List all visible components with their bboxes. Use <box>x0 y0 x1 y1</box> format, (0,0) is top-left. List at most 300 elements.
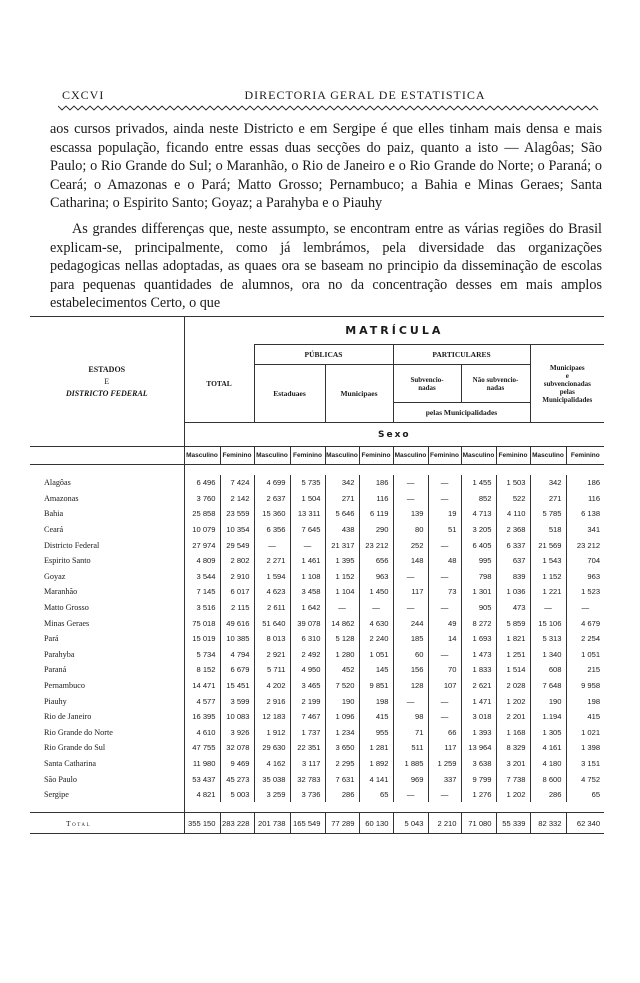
table-row <box>30 631 604 647</box>
table-cell: 1 821 <box>496 631 530 647</box>
table-cell: 2 492 <box>290 647 325 663</box>
table-cell: 19 <box>428 506 461 522</box>
table-cell: 2 240 <box>359 631 393 647</box>
total-cell: 55 339 <box>496 813 530 834</box>
table-cell: 3 205 <box>461 522 496 538</box>
estados-header <box>30 364 184 400</box>
table-cell: 9 958 <box>566 678 604 694</box>
total-cell: 165 549 <box>290 813 325 834</box>
msh-line-1: Municipaes <box>549 363 585 372</box>
table-cell: 608 <box>530 662 566 678</box>
subv-line-2: nadas <box>418 383 436 392</box>
total-cell: 77 289 <box>325 813 359 834</box>
table-cell: 7 738 <box>496 771 530 787</box>
table-cell: — <box>254 537 290 553</box>
table-cell: 22 351 <box>290 740 325 756</box>
table-cell: 14 <box>428 631 461 647</box>
table-cell: 1 202 <box>496 787 530 803</box>
table-cell: 1 504 <box>290 491 325 507</box>
table-row <box>30 537 604 553</box>
table-cell: 511 <box>393 740 428 756</box>
table-cell: 1 259 <box>428 756 461 772</box>
table-cell: 1 912 <box>254 725 290 741</box>
nsubv-line-1: Não subvencio- <box>472 375 519 384</box>
table-cell: 2 916 <box>254 693 290 709</box>
table-cell: 185 <box>393 631 428 647</box>
table-cell: — <box>393 600 428 616</box>
table-cell: 290 <box>359 522 393 538</box>
table-cell: 16 395 <box>184 709 220 725</box>
table-cell: 65 <box>359 787 393 803</box>
table-cell: 4 821 <box>184 787 220 803</box>
table-cell: 21 317 <box>325 537 359 553</box>
table-cell: 1 543 <box>530 553 566 569</box>
table-cell: 1 461 <box>290 553 325 569</box>
table-cell: — <box>393 569 428 585</box>
table-cell: 656 <box>359 553 393 569</box>
table-cell: 65 <box>566 787 604 803</box>
table-cell: 6 679 <box>220 662 254 678</box>
estados-e-label: E <box>104 376 110 386</box>
table-cell: 39 078 <box>290 615 325 631</box>
table-cell: 6 356 <box>254 522 290 538</box>
table-cell: 4 794 <box>220 647 254 663</box>
header-title: DIRECTORIA GERAL DE ESTATISTICA <box>244 88 486 102</box>
publicas-header: PÚBLICAS <box>254 345 393 365</box>
table-cell: 637 <box>496 553 530 569</box>
table-row <box>30 725 604 741</box>
table-cell: 3 760 <box>184 491 220 507</box>
table-cell: 49 <box>428 615 461 631</box>
table-cell: 10 385 <box>220 631 254 647</box>
table-cell: 186 <box>566 475 604 491</box>
table-cell: 15 106 <box>530 615 566 631</box>
table-cell: 1 523 <box>566 584 604 600</box>
table-cell: 66 <box>428 725 461 741</box>
table-row <box>30 600 604 616</box>
table-cell: 3 018 <box>461 709 496 725</box>
spacer-row <box>30 802 604 813</box>
table-row <box>30 506 604 522</box>
table-cell: 2 028 <box>496 678 530 694</box>
table-cell: 704 <box>566 553 604 569</box>
table-cell: 286 <box>325 787 359 803</box>
table-cell: 1 395 <box>325 553 359 569</box>
masculino-header: Masculino <box>325 447 359 465</box>
table-cell: 116 <box>566 491 604 507</box>
running-header <box>50 88 602 104</box>
table-cell: — <box>428 475 461 491</box>
table-cell: — <box>428 537 461 553</box>
state-name: Parahyba <box>44 649 75 659</box>
table-cell: 5 859 <box>496 615 530 631</box>
table-cell: 1 021 <box>566 725 604 741</box>
table-cell: 6 017 <box>220 584 254 600</box>
table-row <box>30 491 604 507</box>
table-cell: 1 455 <box>461 475 496 491</box>
table-cell: 5 734 <box>184 647 220 663</box>
table-row <box>30 756 604 772</box>
table-cell: 51 <box>428 522 461 538</box>
table-cell: 4 110 <box>496 506 530 522</box>
table-row <box>30 771 604 787</box>
table-cell: 1 281 <box>359 740 393 756</box>
districto-federal-label: DISTRICTO FEDERAL <box>65 388 148 398</box>
table-cell: 3 201 <box>496 756 530 772</box>
table-cell: 190 <box>530 693 566 709</box>
table-cell: 107 <box>428 678 461 694</box>
table-cell: 3 599 <box>220 693 254 709</box>
msh-line-5: Municipalidades <box>542 395 593 404</box>
table-cell: 963 <box>359 569 393 585</box>
table-cell: 35 038 <box>254 771 290 787</box>
table-cell: 190 <box>325 693 359 709</box>
table-cell: 1 398 <box>566 740 604 756</box>
table-cell: 8 272 <box>461 615 496 631</box>
table-cell: 244 <box>393 615 428 631</box>
state-name: Minas Geraes <box>44 618 90 628</box>
table-cell: 8 600 <box>530 771 566 787</box>
table-cell: 415 <box>566 709 604 725</box>
table-cell: 1 393 <box>461 725 496 741</box>
table-cell: 473 <box>496 600 530 616</box>
table-cell: 25 858 <box>184 506 220 522</box>
table-cell: 4 630 <box>359 615 393 631</box>
table-cell: 13 311 <box>290 506 325 522</box>
table-cell: 415 <box>359 709 393 725</box>
table-cell: 1 152 <box>325 569 359 585</box>
table-cell: 1 473 <box>461 647 496 663</box>
table-cell: 2 921 <box>254 647 290 663</box>
state-name: Rio Grande do Sul <box>44 743 106 753</box>
table-cell: 286 <box>530 787 566 803</box>
table-cell: 839 <box>496 569 530 585</box>
table-cell: 1 276 <box>461 787 496 803</box>
table-cell: 21 569 <box>530 537 566 553</box>
nsubv-line-2: nadas <box>486 383 505 392</box>
table-cell: 963 <box>566 569 604 585</box>
table-row <box>30 740 604 756</box>
table-cell: 3 650 <box>325 740 359 756</box>
total-cell: 71 080 <box>461 813 496 834</box>
decorative-rule <box>58 105 600 111</box>
table-cell: 32 078 <box>220 740 254 756</box>
municipaes-subvencionadas-header <box>531 364 605 404</box>
table-cell: 5 646 <box>325 506 359 522</box>
table-cell: 29 630 <box>254 740 290 756</box>
table-cell: — <box>428 600 461 616</box>
table-cell: 186 <box>359 475 393 491</box>
table-cell: 3 259 <box>254 787 290 803</box>
feminino-header: Feminino <box>566 447 604 465</box>
msh-line-3: subvencionadas <box>543 379 591 388</box>
table-cell: 47 755 <box>184 740 220 756</box>
total-label: Total <box>30 813 184 834</box>
table-cell: 1 642 <box>290 600 325 616</box>
table-cell: 7 520 <box>325 678 359 694</box>
table-cell: — <box>530 600 566 616</box>
table-cell: 10 354 <box>220 522 254 538</box>
table-cell: 1 221 <box>530 584 566 600</box>
table-cell: 1 471 <box>461 693 496 709</box>
total-cell: 5 043 <box>393 813 428 834</box>
table-cell: 3 151 <box>566 756 604 772</box>
table-cell: 518 <box>530 522 566 538</box>
state-name: Maranhão <box>44 587 78 597</box>
table-cell: — <box>393 475 428 491</box>
subv-line-1: Subvencio- <box>410 375 444 384</box>
state-name: Rio Grande do Norte <box>44 727 113 737</box>
table-cell: 80 <box>393 522 428 538</box>
table-row <box>30 647 604 663</box>
table-cell: 4 577 <box>184 693 220 709</box>
table-cell: 27 974 <box>184 537 220 553</box>
table-cell: 14 471 <box>184 678 220 694</box>
table-cell: 29 549 <box>220 537 254 553</box>
table-cell: 117 <box>393 584 428 600</box>
table-cell: 2 199 <box>290 693 325 709</box>
table-cell: 1 051 <box>566 647 604 663</box>
table-row <box>30 709 604 725</box>
state-name: Piauhy <box>44 696 67 706</box>
table-cell: 2 621 <box>461 678 496 694</box>
table-cell: 3 516 <box>184 600 220 616</box>
table-cell: 452 <box>325 662 359 678</box>
state-name: Rio de Janeiro <box>44 712 92 722</box>
table-cell: 337 <box>428 771 461 787</box>
table-cell: 1 594 <box>254 569 290 585</box>
table-cell: 8 152 <box>184 662 220 678</box>
table-cell: — <box>393 491 428 507</box>
particulares-header: PARTICULARES <box>393 345 530 365</box>
table-cell: 23 559 <box>220 506 254 522</box>
table-cell: 51 640 <box>254 615 290 631</box>
table-cell: — <box>359 600 393 616</box>
table-row <box>30 569 604 585</box>
table-cell: 342 <box>325 475 359 491</box>
table-cell: 145 <box>359 662 393 678</box>
table-cell: — <box>428 709 461 725</box>
table-cell: 3 638 <box>461 756 496 772</box>
table-cell: 1 280 <box>325 647 359 663</box>
table-cell: 98 <box>393 709 428 725</box>
table-cell: — <box>428 491 461 507</box>
table-cell: 198 <box>566 693 604 709</box>
table-cell: 1 503 <box>496 475 530 491</box>
state-name: Sergipe <box>44 790 69 800</box>
table-cell: 15 019 <box>184 631 220 647</box>
table-cell: 3 544 <box>184 569 220 585</box>
table-cell: 215 <box>566 662 604 678</box>
table-row <box>30 662 604 678</box>
table-cell: 5 735 <box>290 475 325 491</box>
table-cell: 7 424 <box>220 475 254 491</box>
table-cell: 6 337 <box>496 537 530 553</box>
state-name: Districto Federal <box>44 540 100 550</box>
table-cell: 4 141 <box>359 771 393 787</box>
estados-label: ESTADOS <box>88 364 126 374</box>
paragraph-1: aos cursos privados, ainda neste Districto e em Sergipe é que elles tinham mais densa e mais escassa população, ficando entre essas duas secções do paiz, quanto a isto — Alagôas; São Paulo; o Rio Grande do Sul; o Maranhão, o Rio de Janeiro e o Rio Grande do Norte; o Paraná; o Ceará; o Amazonas e o Pará; Matto Grosso; Pernambuco; a Bahia e Minas Geraes; Santa Catharina; o Espirito Santo; Goyaz; a Parahyba e o Piauhy <box>50 121 602 212</box>
total-cell: 62 340 <box>566 813 604 834</box>
table-cell: 3 465 <box>290 678 325 694</box>
table-cell: — <box>566 600 604 616</box>
table-cell: 2 254 <box>566 631 604 647</box>
table-cell: — <box>325 600 359 616</box>
table-cell: 14 862 <box>325 615 359 631</box>
table-cell: 2 802 <box>220 553 254 569</box>
table-cell: 1 051 <box>359 647 393 663</box>
table-cell: 9 851 <box>359 678 393 694</box>
state-name: Amazonas <box>44 493 79 503</box>
table-cell: 7 631 <box>325 771 359 787</box>
table-cell: 1 234 <box>325 725 359 741</box>
paragraph-2: As grandes differenças que, neste assumpto, se encontram entre as várias regiões do Brasil explicam-se, principalmente, como já lembrámos, pela diversidade das organizações pedagogicas nellas adoptadas, as quaes ora se baseam no principio da disseminação de escolas para pequenas quantidades de alumnos, ora no da concentração desses em mais amplos estabelecimentos Certo, o que <box>50 221 602 312</box>
table-cell: 1.194 <box>530 709 566 725</box>
table-cell: 148 <box>393 553 428 569</box>
state-name: São Paulo <box>44 774 77 784</box>
table-cell: 1 301 <box>461 584 496 600</box>
spacer-row <box>30 465 604 476</box>
feminino-header: Feminino <box>290 447 325 465</box>
table-cell: 2 201 <box>496 709 530 725</box>
table-cell: 2 611 <box>254 600 290 616</box>
table-cell: 6 138 <box>566 506 604 522</box>
table-cell: 341 <box>566 522 604 538</box>
table-cell: 4 180 <box>530 756 566 772</box>
table-cell: 198 <box>359 693 393 709</box>
table-cell: 116 <box>359 491 393 507</box>
table-cell: 1 096 <box>325 709 359 725</box>
table-cell: 5 711 <box>254 662 290 678</box>
table-cell: 60 <box>393 647 428 663</box>
table-cell: — <box>393 693 428 709</box>
table-cell: 3 736 <box>290 787 325 803</box>
table-cell: 2 295 <box>325 756 359 772</box>
table-cell: 5 003 <box>220 787 254 803</box>
table-cell: 1 036 <box>496 584 530 600</box>
table-cell: 11 980 <box>184 756 220 772</box>
table-cell: — <box>290 537 325 553</box>
table-row <box>30 787 604 803</box>
table-cell: 1 450 <box>359 584 393 600</box>
table-cell: 139 <box>393 506 428 522</box>
table-row <box>30 693 604 709</box>
table-cell: 53 437 <box>184 771 220 787</box>
total-cell: 201 738 <box>254 813 290 834</box>
table-cell: 2 368 <box>496 522 530 538</box>
feminino-header: Feminino <box>359 447 393 465</box>
municipaes-header: Municipaes <box>325 365 393 423</box>
table-cell: 6 405 <box>461 537 496 553</box>
masculino-header: Masculino <box>530 447 566 465</box>
total-row <box>30 813 604 834</box>
table-total <box>30 813 604 834</box>
feminino-header: Feminino <box>496 447 530 465</box>
table-cell: 23 212 <box>359 537 393 553</box>
table-cell: 1 833 <box>461 662 496 678</box>
table-cell: 4 162 <box>254 756 290 772</box>
table-cell: 905 <box>461 600 496 616</box>
table-cell: 969 <box>393 771 428 787</box>
table-cell: 32 783 <box>290 771 325 787</box>
table-cell: 10 083 <box>220 709 254 725</box>
matricula-table <box>30 316 604 834</box>
table-row <box>30 475 604 491</box>
table-cell: 9 469 <box>220 756 254 772</box>
subvencionadas-header <box>394 376 461 392</box>
table-cell: 1 104 <box>325 584 359 600</box>
table-cell: 2 115 <box>220 600 254 616</box>
nao-subvencionadas-header <box>462 376 530 392</box>
table-cell: 1 737 <box>290 725 325 741</box>
table-cell: 7 145 <box>184 584 220 600</box>
table-row <box>30 584 604 600</box>
table-cell: 1 202 <box>496 693 530 709</box>
table-cell: 23 212 <box>566 537 604 553</box>
feminino-header: Feminino <box>220 447 254 465</box>
table-cell: 73 <box>428 584 461 600</box>
table-cell: 1 693 <box>461 631 496 647</box>
table-cell: 342 <box>530 475 566 491</box>
total-cell: 355 150 <box>184 813 220 834</box>
table-cell: 4 752 <box>566 771 604 787</box>
state-name: Paraná <box>44 665 67 675</box>
table-cell: 3 926 <box>220 725 254 741</box>
sexo-header: Sexo <box>378 429 411 440</box>
table-cell: 10 079 <box>184 522 220 538</box>
table-cell: 70 <box>428 662 461 678</box>
estaduaes-header: Estaduaes <box>254 365 325 423</box>
table-cell: 1 892 <box>359 756 393 772</box>
table-row <box>30 522 604 538</box>
table-cell: 1 152 <box>530 569 566 585</box>
table-cell: 13 964 <box>461 740 496 756</box>
masculino-header: Masculino <box>184 447 220 465</box>
total-header: TOTAL <box>184 345 254 423</box>
table-cell: 3 117 <box>290 756 325 772</box>
table-cell: 2 910 <box>220 569 254 585</box>
total-cell: 283 228 <box>220 813 254 834</box>
table-cell: 955 <box>359 725 393 741</box>
table-cell: — <box>428 569 461 585</box>
state-name: Bahia <box>44 509 64 519</box>
state-name: Goyaz <box>44 571 66 581</box>
table-cell: 798 <box>461 569 496 585</box>
table-cell: 1 168 <box>496 725 530 741</box>
table-cell: 7 645 <box>290 522 325 538</box>
table-cell: 9 799 <box>461 771 496 787</box>
state-name: Matto Grosso <box>44 603 89 613</box>
table-cell: 252 <box>393 537 428 553</box>
state-name: Ceará <box>44 525 64 535</box>
page-number: CXCVI <box>62 88 105 102</box>
feminino-header: Feminino <box>428 447 461 465</box>
masculino-header: Masculino <box>254 447 290 465</box>
table-cell: 2 637 <box>254 491 290 507</box>
table-cell: 15 451 <box>220 678 254 694</box>
table-cell: — <box>428 693 461 709</box>
table-cell: 271 <box>530 491 566 507</box>
table-cell: 522 <box>496 491 530 507</box>
table-cell: 49 616 <box>220 615 254 631</box>
table-cell: 5 313 <box>530 631 566 647</box>
table-cell: 1 305 <box>530 725 566 741</box>
table-cell: 48 <box>428 553 461 569</box>
table-cell: 1 885 <box>393 756 428 772</box>
table-cell: 1 514 <box>496 662 530 678</box>
table-cell: 2 142 <box>220 491 254 507</box>
table-cell: 1 108 <box>290 569 325 585</box>
